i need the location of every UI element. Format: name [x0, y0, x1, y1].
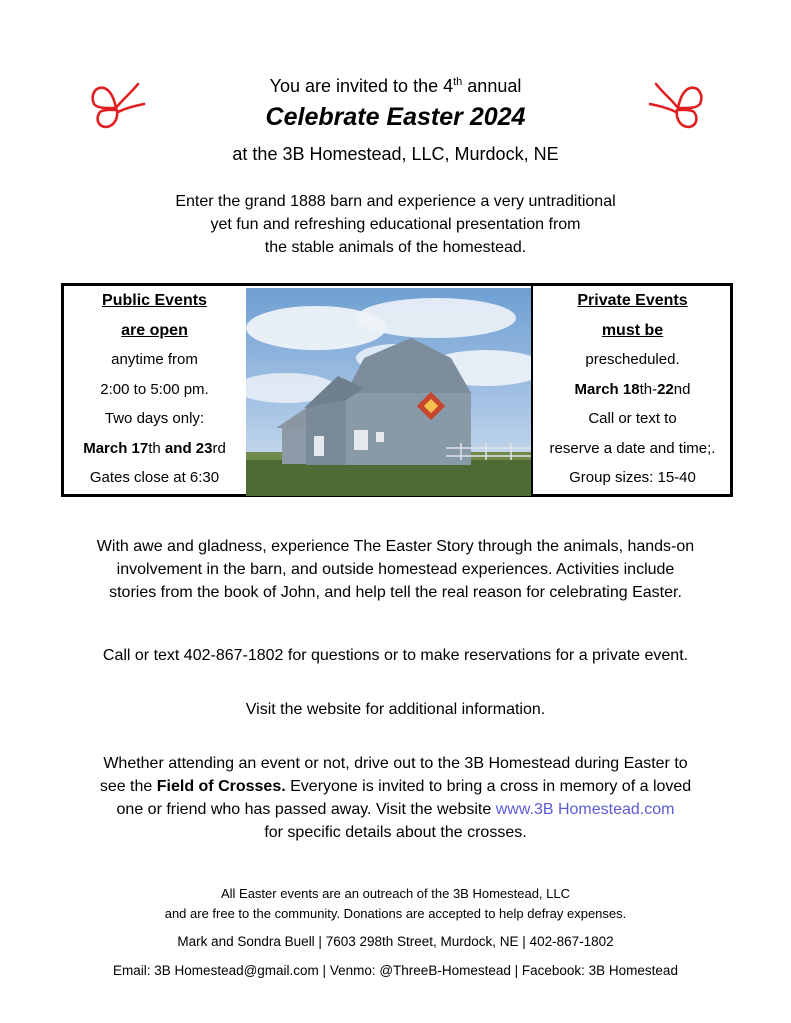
footer-contact: Mark and Sondra Buell | 7603 298th Street, Murdock, NE | 402-867-1802: [177, 934, 614, 949]
public-events-line: anytime from: [111, 351, 198, 368]
date-suffix: nd: [673, 380, 691, 398]
private-events-line: prescheduled.: [585, 351, 680, 368]
crosses-paragraph: [0, 752, 791, 844]
website-link[interactable]: www.3B Homestead.com: [495, 801, 675, 818]
date-text: and 23: [160, 439, 213, 457]
footer-social: Email: 3B Homestead@gmail.com | Venmo: @ThreeB-Homestead | Facebook: 3B Homestead: [113, 963, 678, 978]
intro-paragraph: [0, 190, 791, 259]
story-paragraph: [0, 535, 791, 604]
crosses-text: Everyone is invited to bring a cross in memory of a loved: [285, 778, 692, 795]
date-text: March 17: [83, 439, 149, 457]
event-location: at the 3B Homestead, LLC, Murdock, NE: [232, 144, 559, 164]
call-paragraph: Call or text 402-867-1802 for questions or to make reservations for a private event.: [102, 647, 689, 664]
website-note: Visit the website for additional information.: [245, 701, 546, 718]
invitation-line: [0, 76, 791, 97]
invite-text: You are invited to the 4: [269, 76, 454, 96]
intro-line: the stable animals of the homestead.: [264, 239, 527, 256]
field-of-crosses: Field of Crosses.: [156, 778, 286, 795]
crosses-line: Whether attending an event or not, drive out to the 3B Homestead during Easter to: [103, 755, 688, 772]
public-events-column: [64, 286, 245, 493]
public-events-dates: [64, 434, 245, 464]
private-events-subheading: must be: [601, 321, 664, 339]
footer-line: All Easter events are an outreach of the 3B Homestead, LLC: [220, 886, 571, 901]
date-text: March 18: [574, 380, 640, 398]
private-events-column: [531, 286, 732, 494]
date-suffix: th-: [639, 380, 658, 398]
crosses-text: see the: [99, 778, 157, 795]
ordinal-suffix: th: [453, 76, 463, 88]
barn-photo: [246, 288, 531, 496]
invite-text-end: annual: [462, 76, 522, 96]
public-events-hours: 2:00 to 5:00 pm.: [100, 380, 209, 398]
crosses-line: for specific details about the crosses.: [264, 824, 527, 841]
intro-line: Enter the grand 1888 barn and experience a very untraditional: [175, 193, 616, 210]
story-line: stories from the book of John, and help tell the real reason for celebrating Easter.: [109, 584, 682, 601]
private-events-dates: [533, 375, 732, 405]
story-line: involvement in the barn, and outside homestead experiences. Activities include: [116, 561, 675, 578]
crosses-text: one or friend who has passed away. Visit the website: [116, 801, 496, 818]
private-events-group-size: Group sizes: 15-40: [569, 469, 696, 486]
public-events-line: Two days only:: [104, 410, 205, 427]
crosses-line: [0, 798, 791, 821]
events-box: [61, 283, 733, 497]
intro-line: yet fun and refreshing educational presentation from: [210, 216, 581, 233]
date-suffix: rd: [212, 439, 226, 457]
footer-line: and are free to the community. Donations are accepted to help defray expenses.: [164, 906, 627, 921]
private-events-heading: Private Events: [577, 292, 688, 309]
footer-note: [0, 884, 791, 924]
public-events-heading: Public Events: [102, 292, 207, 309]
crosses-line: [0, 775, 791, 798]
date-suffix: th: [148, 439, 161, 457]
public-events-subheading: are open: [121, 321, 188, 339]
date-text: 22: [657, 380, 674, 398]
public-events-line: Gates close at 6:30: [89, 469, 220, 486]
story-line: With awe and gladness, experience The Easter Story through the animals, hands-on: [96, 538, 695, 555]
private-events-line: reserve a date and time;.: [549, 439, 716, 457]
private-events-line: Call or text to: [588, 410, 677, 427]
page-title: Celebrate Easter 2024: [265, 103, 526, 131]
